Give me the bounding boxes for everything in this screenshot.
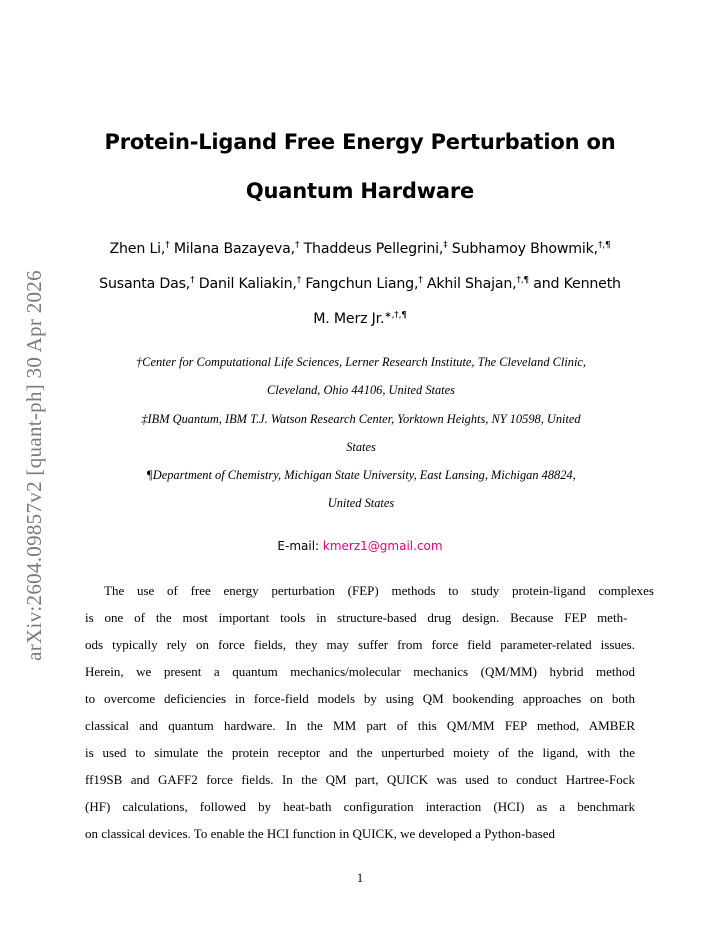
author-name: and Kenneth <box>533 276 621 292</box>
paper-title-line-1: Protein-Ligand Free Energy Perturbation on <box>104 130 616 154</box>
author-name: Zhen Li, <box>109 241 166 257</box>
author-affiliation-mark: ∗,†,¶ <box>384 310 407 321</box>
paper-title-line-2: Quantum Hardware <box>245 179 475 203</box>
abstract-line: (HF) calculations, followed by heat-bath configuration interaction (HCI) as a benchmark <box>85 799 635 814</box>
author-name: Thaddeus Pellegrini, <box>303 241 444 257</box>
corresponding-email <box>60 539 660 553</box>
affiliation-2-line-1: ‡IBM Quantum, IBM T.J. Watson Research Center, Yorktown Heights, NY 10598, United <box>141 412 581 426</box>
arxiv-identifier-text: arXiv:2604.09857v2 [quant-ph] 30 Apr 2026 <box>21 269 46 661</box>
author-name: Fangchun Liang, <box>305 276 419 292</box>
author-name: Milana Bazayeva, <box>173 241 295 257</box>
author-name: Akhil Shajan, <box>426 276 517 292</box>
affiliation-3-line-1: ¶Department of Chemistry, Michigan State University, East Lansing, Michigan 48824, <box>146 468 576 482</box>
email-address-link[interactable]: kmerz1@gmail.com <box>322 539 443 553</box>
author-name: Subhamoy Bhowmik, <box>451 241 598 257</box>
author-name: Danil Kaliakin, <box>198 276 297 292</box>
author-line-1 <box>80 241 640 257</box>
author-name: Susanta Das, <box>99 276 191 292</box>
arxiv-identifier-stamp <box>14 245 54 685</box>
affiliation-1-line-1: †Center for Computational Life Sciences, Lerner Research Institute, The Cleveland Clinic, <box>135 355 586 369</box>
abstract-line: ff19SB and GAFF2 force fields. In the QM part, QUICK was used to conduct Hartree-Fock <box>85 772 635 787</box>
author-line-2 <box>80 276 640 292</box>
author-affiliation-mark: ‡ <box>443 240 448 251</box>
author-name: M. Merz Jr. <box>313 311 385 327</box>
abstract-line: The use of free energy perturbation (FEP) methods to study protein-ligand complexes <box>104 583 654 598</box>
page-number: 1 <box>356 871 364 885</box>
author-affiliation-mark: † <box>296 275 302 286</box>
abstract-line: is one of the most important tools in structure-based drug design. Because FEP meth- <box>85 610 628 625</box>
author-affiliation-mark: †,¶ <box>598 240 611 251</box>
affiliation-3-line-2: United States <box>327 496 395 510</box>
email-label: E-mail: <box>277 539 320 553</box>
abstract-line: is used to simulate the protein receptor and the unperturbed moiety of the ligand, with the <box>85 745 635 760</box>
author-affiliation-mark: †,¶ <box>516 275 529 286</box>
author-line-3 <box>80 311 640 327</box>
author-affiliation-mark: † <box>294 240 300 251</box>
abstract-line: on classical devices. To enable the HCI function in QUICK, we developed a Python-based <box>85 826 555 841</box>
author-affiliation-mark: † <box>418 275 423 286</box>
abstract-line: classical and quantum hardware. In the MM part of this QM/MM FEP method, AMBER <box>85 718 635 733</box>
abstract-line: Herein, we present a quantum mechanics/molecular mechanics (QM/MM) hybrid method <box>85 664 635 679</box>
author-affiliation-mark: † <box>190 275 195 286</box>
affiliation-2-line-2: States <box>346 440 376 454</box>
author-affiliation-mark: † <box>165 240 170 251</box>
abstract-line: to overcome deficiencies in force-field models by using QM bookending approaches on both <box>85 691 635 706</box>
abstract-line: ods typically rely on force fields, they may suffer from force field parameter-related issues. <box>85 637 635 652</box>
affiliation-1-line-2: Cleveland, Ohio 44106, United States <box>267 383 455 397</box>
